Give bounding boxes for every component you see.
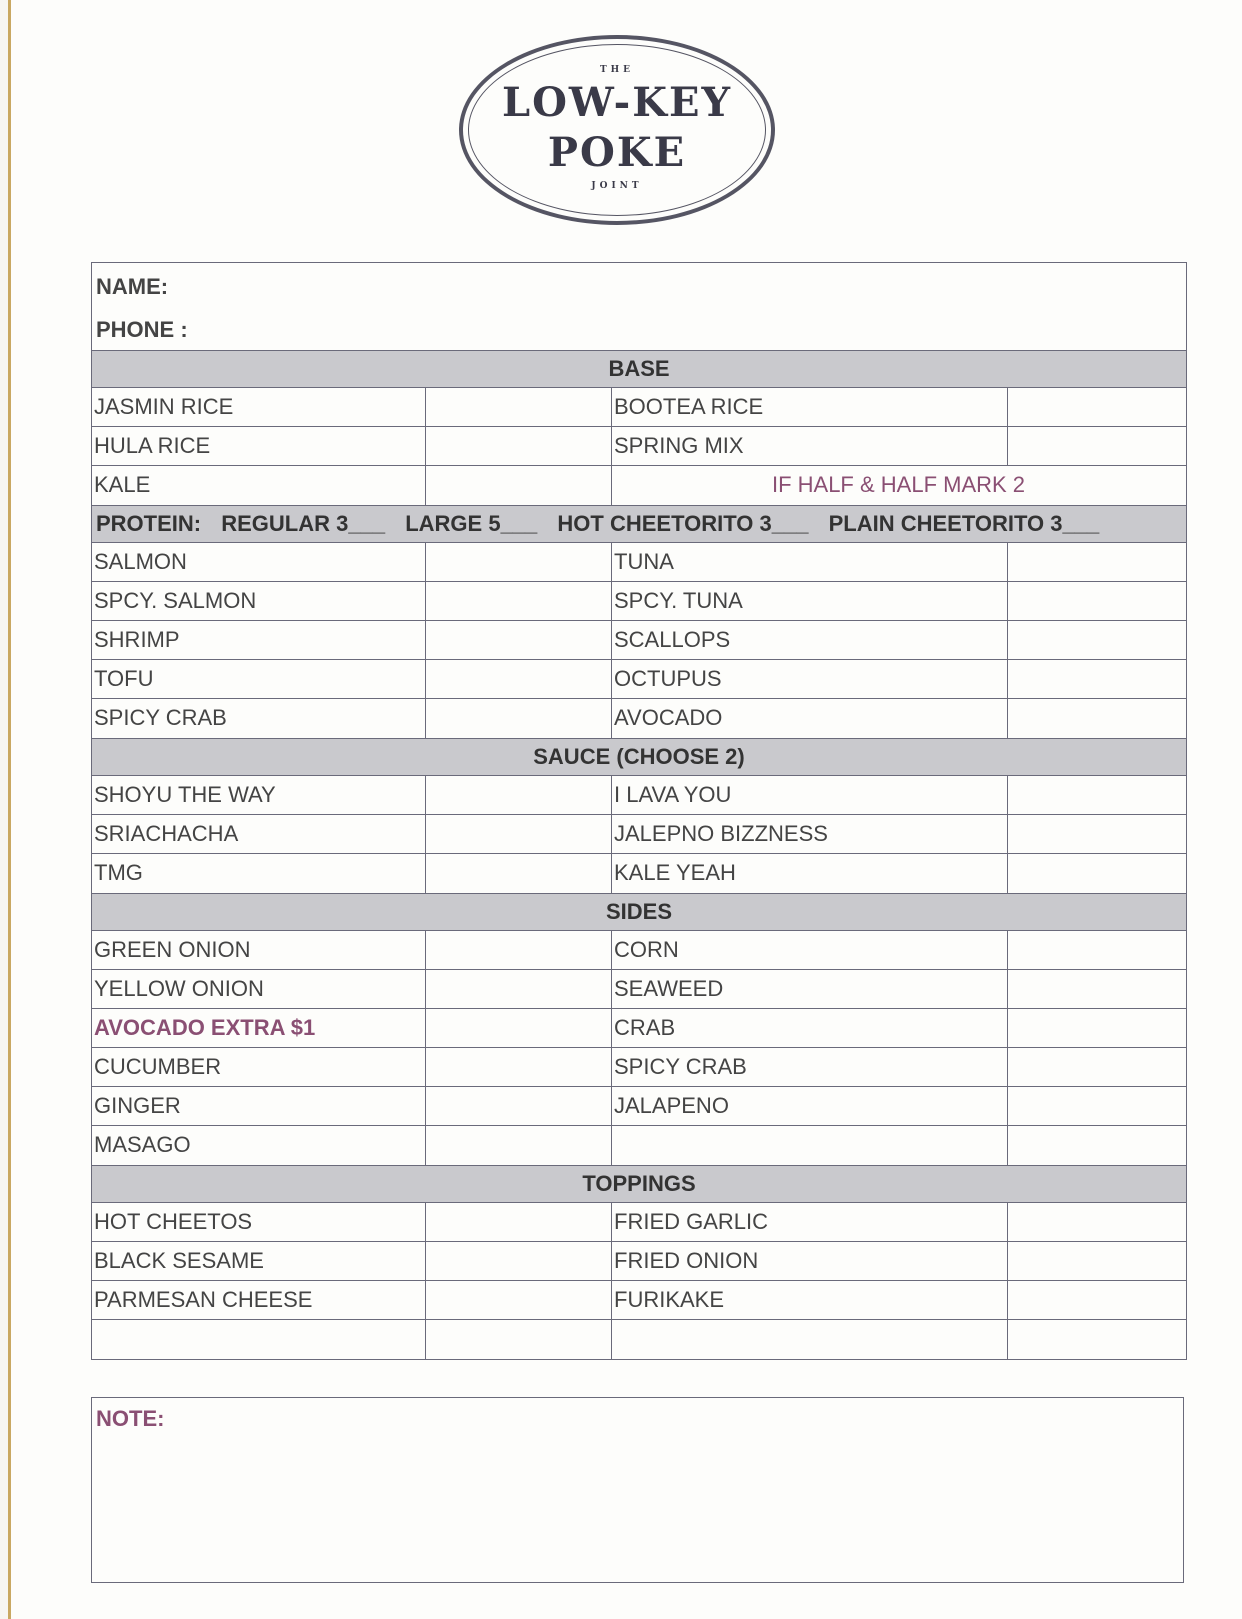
checkbox-cell[interactable] bbox=[426, 1126, 612, 1165]
item-shoyu-the-way: SHOYU THE WAY bbox=[92, 776, 426, 814]
checkbox-cell[interactable] bbox=[426, 466, 612, 505]
checkbox-cell[interactable] bbox=[1008, 1087, 1185, 1125]
item-black-sesame: BLACK SESAME bbox=[92, 1242, 426, 1280]
checkbox-cell[interactable] bbox=[1008, 543, 1185, 581]
table-row bbox=[92, 660, 1186, 699]
item-kale: KALE bbox=[92, 466, 426, 505]
item-parmesan-cheese: PARMESAN CHEESE bbox=[92, 1281, 426, 1319]
table-row bbox=[92, 854, 1186, 893]
logo-poke: POKE bbox=[547, 129, 687, 176]
item-empty bbox=[612, 1126, 1008, 1165]
table-row bbox=[92, 466, 1186, 505]
item-ginger: GINGER bbox=[92, 1087, 426, 1125]
checkbox-cell[interactable] bbox=[426, 776, 612, 814]
item-spring-mix: SPRING MIX bbox=[612, 427, 1008, 465]
checkbox-cell[interactable] bbox=[1008, 1126, 1185, 1165]
name-field[interactable]: NAME: bbox=[96, 274, 169, 299]
checkbox-cell[interactable] bbox=[1008, 970, 1185, 1008]
item-seaweed: SEAWEED bbox=[612, 970, 1008, 1008]
protein-hot-cheetorito[interactable]: HOT CHEETORITO 3___ bbox=[557, 511, 809, 536]
item-jalapeno: JALAPENO bbox=[612, 1087, 1008, 1125]
table-row bbox=[92, 970, 1186, 1009]
checkbox-cell[interactable] bbox=[1008, 660, 1185, 698]
item-furikake: FURIKAKE bbox=[612, 1281, 1008, 1319]
order-form-sheet bbox=[8, 0, 1242, 1619]
toppings-section-header: TOPPINGS bbox=[92, 1165, 1186, 1203]
logo-low-key: LOW-KEY bbox=[501, 79, 733, 126]
order-form-table bbox=[91, 262, 1187, 1360]
table-row bbox=[92, 1242, 1186, 1281]
checkbox-cell[interactable] bbox=[1008, 582, 1185, 620]
table-row bbox=[92, 388, 1186, 427]
table-row bbox=[92, 1203, 1186, 1242]
checkbox-cell[interactable] bbox=[426, 1320, 612, 1359]
checkbox-cell[interactable] bbox=[426, 699, 612, 738]
checkbox-cell[interactable] bbox=[426, 1203, 612, 1241]
checkbox-cell[interactable] bbox=[1008, 1242, 1185, 1280]
item-kale-yeah: KALE YEAH bbox=[612, 854, 1008, 893]
item-scallops: SCALLOPS bbox=[612, 621, 1008, 659]
base-section-header: BASE bbox=[92, 350, 1186, 388]
item-yellow-onion: YELLOW ONION bbox=[92, 970, 426, 1008]
toppings-section bbox=[92, 1203, 1186, 1359]
item-crab: CRAB bbox=[612, 1009, 1008, 1047]
item-blank bbox=[612, 1320, 1008, 1359]
item-salmon: SALMON bbox=[92, 543, 426, 581]
item-spicy-crab-side: SPICY CRAB bbox=[612, 1048, 1008, 1086]
checkbox-cell[interactable] bbox=[1008, 931, 1185, 969]
table-row bbox=[92, 1320, 1186, 1359]
item-cucumber: CUCUMBER bbox=[92, 1048, 426, 1086]
item-bootea-rice: BOOTEA RICE bbox=[612, 388, 1008, 426]
item-sriachacha: SRIACHACHA bbox=[92, 815, 426, 853]
low-key-poke-logo bbox=[459, 35, 775, 225]
checkbox-cell[interactable] bbox=[1008, 1203, 1185, 1241]
checkbox-cell[interactable] bbox=[426, 931, 612, 969]
item-spicy-crab: SPICY CRAB bbox=[92, 699, 426, 738]
item-tuna: TUNA bbox=[612, 543, 1008, 581]
checkbox-cell[interactable] bbox=[1008, 427, 1185, 465]
item-hula-rice: HULA RICE bbox=[92, 427, 426, 465]
logo-joint: JOINT bbox=[591, 181, 643, 191]
sides-section bbox=[92, 931, 1186, 1165]
protein-size-large[interactable]: LARGE 5___ bbox=[405, 511, 538, 536]
checkbox-cell[interactable] bbox=[426, 1281, 612, 1319]
checkbox-cell[interactable] bbox=[1008, 1048, 1185, 1086]
item-hot-cheetos: HOT CHEETOS bbox=[92, 1203, 426, 1241]
checkbox-cell[interactable] bbox=[1008, 388, 1185, 426]
table-row bbox=[92, 699, 1186, 738]
sauce-section-header: SAUCE (CHOOSE 2) bbox=[92, 738, 1186, 776]
checkbox-cell[interactable] bbox=[426, 1087, 612, 1125]
checkbox-cell[interactable] bbox=[426, 1009, 612, 1047]
note-box[interactable] bbox=[91, 1397, 1184, 1583]
table-row bbox=[92, 1009, 1186, 1048]
protein-section bbox=[92, 543, 1186, 738]
item-blank bbox=[92, 1320, 426, 1359]
item-tmg: TMG bbox=[92, 854, 426, 893]
table-row bbox=[92, 1126, 1186, 1165]
table-row bbox=[92, 1281, 1186, 1320]
item-spicy-salmon: SPCY. SALMON bbox=[92, 582, 426, 620]
checkbox-cell[interactable] bbox=[1008, 699, 1185, 738]
checkbox-cell[interactable] bbox=[426, 543, 612, 581]
item-corn: CORN bbox=[612, 931, 1008, 969]
logo-the: THE bbox=[599, 65, 635, 75]
item-shrimp: SHRIMP bbox=[92, 621, 426, 659]
item-fried-onion: FRIED ONION bbox=[612, 1242, 1008, 1280]
table-row bbox=[92, 621, 1186, 660]
note-label: NOTE: bbox=[96, 1406, 165, 1431]
checkbox-cell[interactable] bbox=[1008, 854, 1185, 893]
table-row bbox=[92, 1087, 1186, 1126]
half-and-half-note: IF HALF & HALF MARK 2 bbox=[771, 472, 1026, 497]
checkbox-cell[interactable] bbox=[426, 1048, 612, 1086]
table-row bbox=[92, 427, 1186, 466]
item-green-onion: GREEN ONION bbox=[92, 931, 426, 969]
checkbox-cell[interactable] bbox=[426, 1242, 612, 1280]
protein-size-regular[interactable]: REGULAR 3___ bbox=[221, 511, 386, 536]
checkbox-cell[interactable] bbox=[1008, 1320, 1185, 1359]
protein-section-header bbox=[92, 505, 1186, 543]
checkbox-cell[interactable] bbox=[1008, 1281, 1185, 1319]
checkbox-cell[interactable] bbox=[1008, 621, 1185, 659]
item-tofu: TOFU bbox=[92, 660, 426, 698]
item-fried-garlic: FRIED GARLIC bbox=[612, 1203, 1008, 1241]
table-row bbox=[92, 543, 1186, 582]
checkbox-cell[interactable] bbox=[1008, 776, 1185, 814]
checkbox-cell[interactable] bbox=[426, 427, 612, 465]
item-avocado: AVOCADO bbox=[612, 699, 1008, 738]
checkbox-cell[interactable] bbox=[426, 388, 612, 426]
sides-section-header: SIDES bbox=[92, 893, 1186, 931]
table-row bbox=[92, 815, 1186, 854]
base-section bbox=[92, 388, 1186, 505]
sauce-section bbox=[92, 776, 1186, 893]
item-avocado-extra: AVOCADO EXTRA $1 bbox=[92, 1009, 426, 1047]
checkbox-cell[interactable] bbox=[1008, 815, 1185, 853]
item-masago: MASAGO bbox=[92, 1126, 426, 1165]
phone-field[interactable]: PHONE : bbox=[96, 317, 188, 342]
item-jalepno-bizzness: JALEPNO BIZZNESS bbox=[612, 815, 1008, 853]
protein-label: PROTEIN: bbox=[96, 511, 202, 536]
item-i-lava-you: I LAVA YOU bbox=[612, 776, 1008, 814]
checkbox-cell[interactable] bbox=[1008, 1009, 1185, 1047]
checkbox-cell[interactable] bbox=[426, 970, 612, 1008]
checkbox-cell[interactable] bbox=[426, 854, 612, 893]
checkbox-cell[interactable] bbox=[426, 582, 612, 620]
item-jasmin-rice: JASMIN RICE bbox=[92, 388, 426, 426]
table-row bbox=[92, 776, 1186, 815]
table-row bbox=[92, 582, 1186, 621]
checkbox-cell[interactable] bbox=[426, 621, 612, 659]
item-spicy-tuna: SPCY. TUNA bbox=[612, 582, 1008, 620]
checkbox-cell[interactable] bbox=[426, 815, 612, 853]
protein-plain-cheetorito[interactable]: PLAIN CHEETORITO 3___ bbox=[828, 511, 1100, 536]
table-row bbox=[92, 931, 1186, 970]
table-row bbox=[92, 1048, 1186, 1087]
item-octupus: OCTUPUS bbox=[612, 660, 1008, 698]
checkbox-cell[interactable] bbox=[426, 660, 612, 698]
